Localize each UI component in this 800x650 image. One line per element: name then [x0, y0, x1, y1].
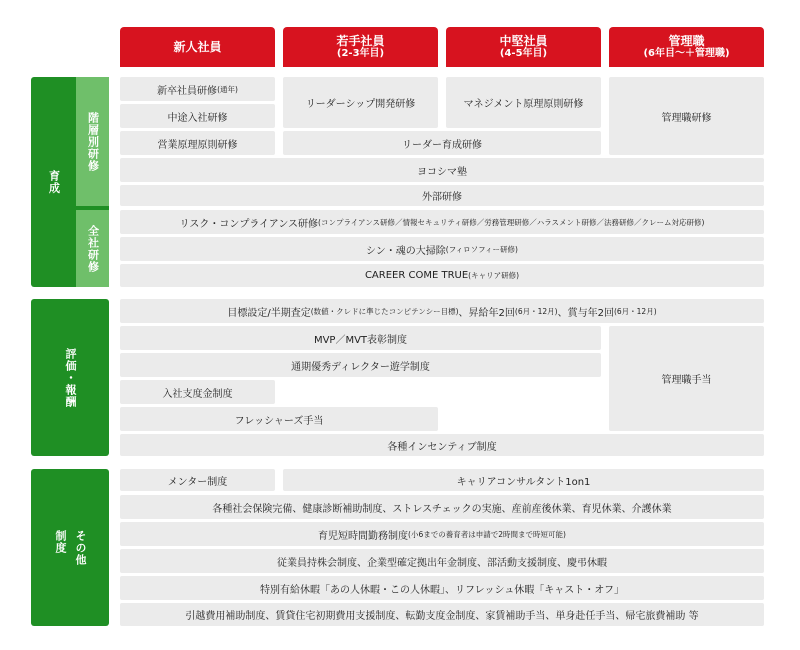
cell-external-training: 外部研修 [120, 185, 764, 206]
cell-management-training: マネジメント原理原則研修 [446, 77, 601, 128]
category-hyoka: 評価・報酬 [31, 299, 109, 456]
cell-career-come-true: CAREER COME TRUE (キャリア研修) [120, 264, 764, 287]
cell-manager-allowance: 管理職手当 [609, 326, 764, 431]
cell-mvp-award: MVP／MVT表彰制度 [120, 326, 601, 350]
cell-goal-setting: 目標設定/半期査定 (数値・クレドに準じたコンピテンシー目標) 、昇給年2回 (6月・12月) 、賞与年2回 (6月・12月) [120, 299, 764, 323]
cell-director-study: 通期優秀ディレクター遊学制度 [120, 353, 601, 377]
header-subtitle: (6年目〜＋管理職) [643, 48, 730, 59]
cell-manager-training: 管理職研修 [609, 77, 764, 155]
header-title: 中堅社員 [499, 34, 548, 48]
cell-mentor: メンター制度 [120, 469, 275, 491]
cell-insurance: 各種社会保険完備、健康診断補助制度、ストレスチェックの実施、産前産後休業、育児休業、介護休業 [120, 495, 764, 519]
cell-relocation: 引越費用補助制度、賃貸住宅初期費用支援制度、転勤支度金制度、家賃補助手当、単身赴任手当、帰宅旅費補助 等 [120, 603, 764, 626]
header-title: 管理職 [668, 34, 705, 48]
header-new-employee [120, 27, 275, 67]
cell-chuto-training: 中途入社研修 [120, 104, 275, 128]
header-title: 若手社員 [336, 34, 385, 48]
cell-risk-compliance: リスク・コンプライアンス研修 (コンプライアンス研修／情報セキュリティ研修／労務管理研修／ハラスメント研修／法務研修／クレーム対応研修) [120, 210, 764, 234]
category-sonota: その他 制度 [31, 469, 109, 626]
header-manager [609, 27, 764, 67]
cell-leader-development: リーダー育成研修 [283, 131, 601, 155]
cell-shorter-hours: 育児短時間勤務制度 (小6までの養育者は申請で2時間まで時短可能) [120, 522, 764, 546]
cell-employee-stock: 従業員持株会制度、企業型確定拠出年金制度、部活動支援制度、慶弔休暇 [120, 549, 764, 573]
header-subtitle: (4-5年目) [499, 48, 548, 59]
header-title: 新人社員 [173, 40, 222, 54]
cell-yokoshima: ヨコシマ塾 [120, 158, 764, 182]
subcategory-kaisoubetsu: 階層別研修 [76, 77, 109, 206]
cell-philosophy: シン・魂の大掃除 (フィロソフィー研修) [120, 237, 764, 261]
subcategory-zensha: 全社研修 [76, 210, 109, 287]
cell-career-consultant: キャリアコンサルタント1on1 [283, 469, 764, 491]
category-ikusei: 育成 [31, 77, 76, 287]
header-young-employee [283, 27, 438, 67]
cell-freshers-allowance: フレッシャーズ手当 [120, 407, 438, 431]
cell-incentive: 各種インセンティブ制度 [120, 434, 764, 456]
header-subtitle: (2-3年目) [336, 48, 385, 59]
cell-leadership-training: リーダーシップ開発研修 [283, 77, 438, 128]
cell-eigyo-training: 営業原理原則研修 [120, 131, 275, 155]
cell-shinsotsu-training: 新卒社員研修 (通年) [120, 77, 275, 101]
cell-special-leave: 特別有給休暇「あの人休暇・この人休暇」、リフレッシュ休暇「キャスト・オフ」 [120, 576, 764, 600]
cell-joining-allowance: 入社支度金制度 [120, 380, 275, 404]
header-mid-employee [446, 27, 601, 67]
